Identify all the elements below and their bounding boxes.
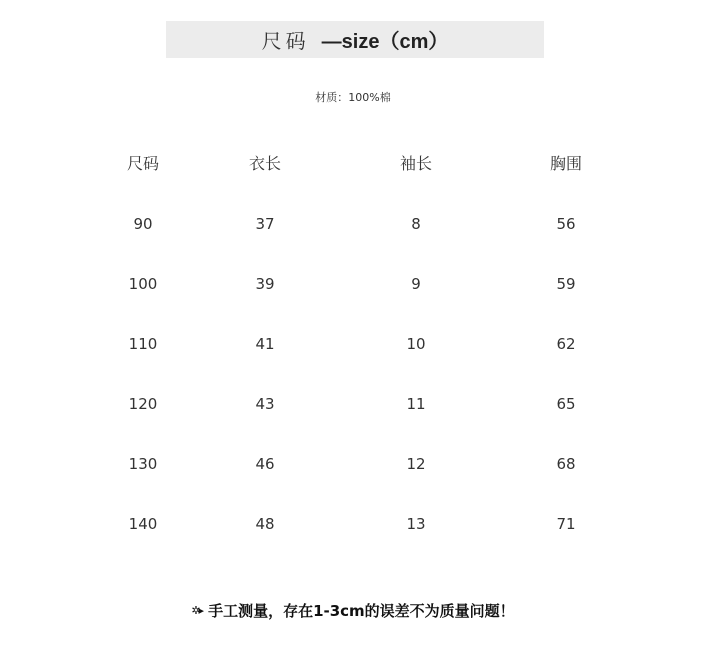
table-cell-size: 130 [128,455,158,473]
column-header-length: 衣长 [248,154,281,173]
column-header-size: 尺码 [126,154,159,173]
column-header-sleeve: 袖长 [399,154,432,173]
table-cell-size: 90 [133,215,153,233]
table-cell-chest: 62 [556,335,576,353]
table-cell-sleeve: 13 [406,515,426,533]
material-note: 材质：100%棉 [315,91,391,104]
table-cell-sleeve: 11 [406,395,426,413]
table-cell-chest: 68 [556,455,576,473]
table-cell-length: 39 [255,275,275,293]
table-cell-chest: 56 [556,215,576,233]
table-cell-chest: 71 [556,515,576,533]
table-cell-size: 110 [128,335,158,353]
table-cell-sleeve: 10 [406,335,426,353]
title-english: —size（cm） [321,31,449,53]
title-chinese: 尺码 [261,29,310,53]
table-cell-size: 140 [128,515,158,533]
footnote-text: 手工测量，存在1-3cm的误差不为质量问题！ [208,602,515,620]
table-cell-size: 100 [128,275,158,293]
table-cell-sleeve: 12 [406,455,426,473]
table-cell-length: 41 [255,335,275,353]
table-cell-size: 120 [128,395,158,413]
table-cell-sleeve: 9 [411,275,421,293]
star-arrow-icon: ✲▸ [191,604,203,617]
footnote [0,600,706,621]
table-cell-chest: 59 [556,275,576,293]
column-header-chest: 胸围 [549,154,582,173]
table-cell-chest: 65 [556,395,576,413]
table-cell-length: 46 [255,455,275,473]
table-cell-length: 48 [255,515,275,533]
table-cell-length: 43 [255,395,275,413]
table-cell-length: 37 [255,215,275,233]
table-cell-sleeve: 8 [411,215,421,233]
